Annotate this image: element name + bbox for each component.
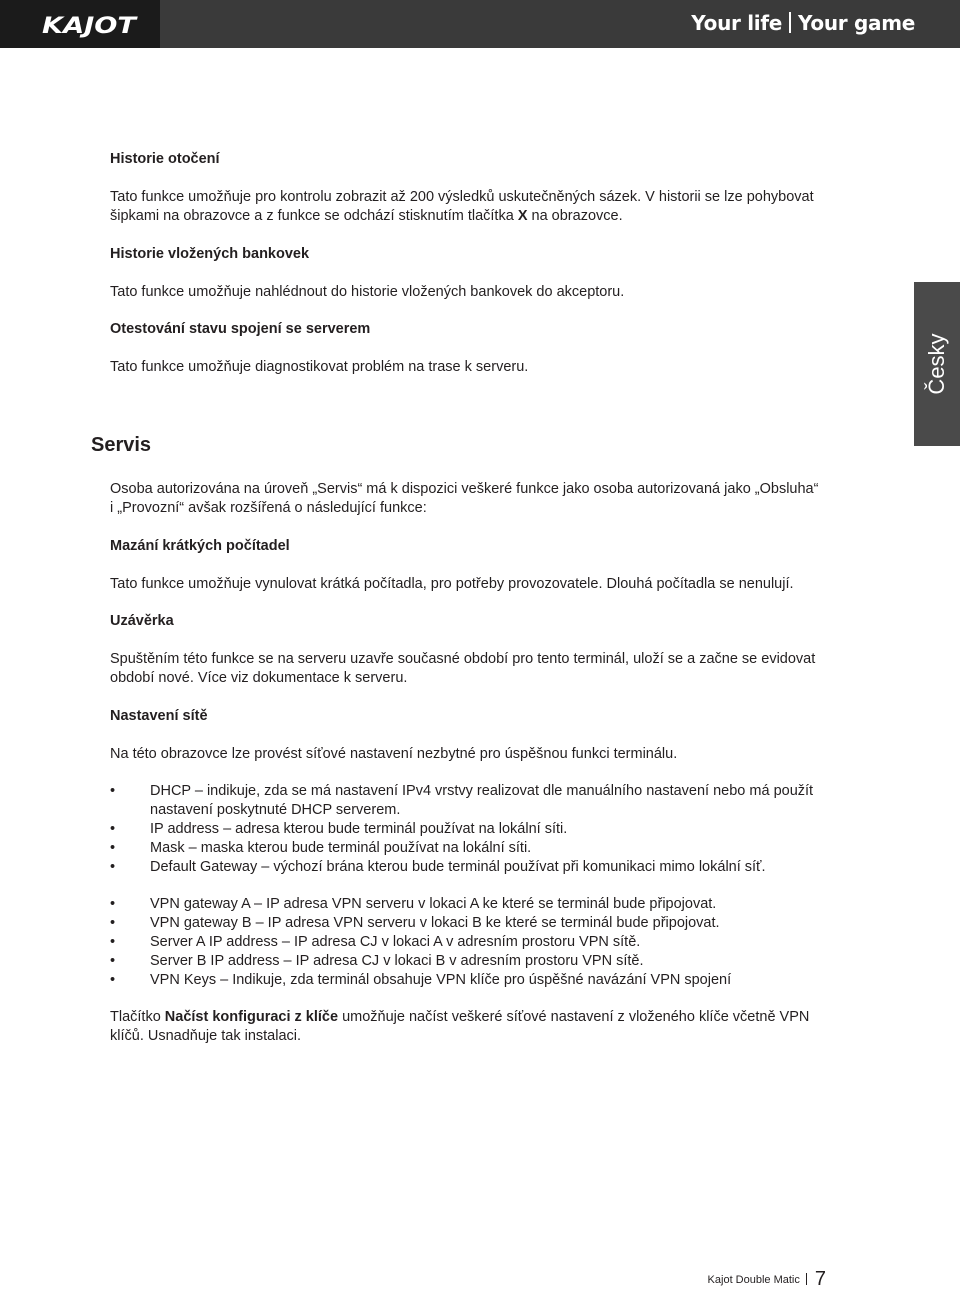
list-item-vpn-gateway-a: • VPN gateway A – IP adresa VPN serveru v lokaci A ke které se terminál bude připojovat.	[110, 895, 731, 914]
logo-wordmark: KAJOT	[42, 14, 139, 38]
load-config-button-name: Načíst konfiguraci z klíče	[164, 1009, 339, 1025]
network-settings-list	[110, 782, 813, 877]
list-item-server-b-ip: • Server B IP address – IP adresa CJ v lokaci B v adresním prostoru VPN sítě.	[110, 952, 731, 971]
list-item-default-gateway: • Default Gateway – výchozí brána kterou bude terminál používat při komunikaci mimo lokální síť.	[110, 858, 813, 877]
slogan-separator	[789, 12, 791, 33]
history-text-2c: na obrazovce.	[527, 208, 623, 224]
list-item-dhcp	[110, 782, 813, 820]
closing-text-line-1: Spuštěním této funkce se na serveru uzavře současné období pro tento terminál, uloží se a začne se evidovat	[110, 651, 816, 667]
banknotes-text: Tato funkce umožňuje nahlédnout do historie vložených bankovek do akceptoru.	[110, 284, 625, 300]
heading-banknotes: Historie vložených bankovek	[110, 246, 310, 262]
load-config-text-a: Tlačítko	[110, 1009, 165, 1025]
list-item-vpn-keys: • VPN Keys – Indikuje, zda terminál obsahuje VPN klíče pro úspěšné navázání VPN spojení	[110, 971, 731, 990]
page-header	[0, 0, 960, 48]
footer-separator	[806, 1273, 807, 1285]
kajot-logo-mark	[40, 12, 140, 38]
slogan-right: Your game	[798, 11, 915, 35]
network-text: Na této obrazovce lze provést síťové nastavení nezbytné pro úspěšnou funkci terminálu.	[110, 746, 678, 762]
heading-history: Historie otočení	[110, 151, 220, 167]
page-number: 7	[814, 1268, 826, 1290]
list-item-dhcp-line-1: DHCP – indikuje, zda se má nastavení IPv4 vrstvy realizovat dle manuálního nastavení nebo má použít	[150, 783, 814, 799]
load-config-text-line-1	[110, 1008, 809, 1027]
closing-text-line-2: období nové. Více viz dokumentace k serveru.	[110, 670, 408, 686]
slogan	[691, 11, 915, 35]
heading-closing: Uzávěrka	[110, 613, 174, 629]
servis-intro-line-2: i „Provozní“ avšak rozšířená o následující funkce:	[110, 500, 427, 516]
footer-product-name: Kajot Double Matic	[707, 1274, 800, 1286]
counters-text: Tato funkce umožňuje vynulovat krátká počítadla, pro potřeby provozovatele. Dlouhá počítadla se nenulují.	[110, 576, 794, 592]
history-text-line-1: Tato funkce umožňuje pro kontrolu zobrazit až 200 výsledků uskutečněných sázek. V historii se lze pohybovat	[110, 189, 814, 205]
list-item-dhcp-line-2: nastavení poskytnuté DHCP serverem.	[150, 802, 401, 818]
heading-counters: Mazání krátkých počítadel	[110, 538, 290, 554]
kajot-logo	[0, 0, 160, 48]
history-text-line-2	[110, 207, 623, 226]
language-tab-label: Česky	[924, 333, 949, 395]
heading-network: Nastavení sítě	[110, 708, 208, 724]
history-key-x: X	[517, 208, 528, 224]
language-tab	[914, 282, 960, 446]
list-item-server-a-ip: • Server A IP address – IP adresa CJ v lokaci A v adresním prostoru VPN sítě.	[110, 933, 731, 952]
history-text-2a: šipkami na obrazovce a z funkce se odchází stisknutím tlačítka	[110, 208, 518, 224]
slogan-left: Your life	[691, 11, 783, 35]
list-item-vpn-gateway-b: • VPN gateway B – IP adresa VPN serveru v lokaci B ke které se terminál bude připojovat.	[110, 914, 731, 933]
list-item-mask: • Mask – maska kterou bude terminál používat na lokální síti.	[110, 839, 813, 858]
load-config-text-c: umožňuje načíst veškeré síťové nastavení z vloženého klíče včetně VPN	[338, 1009, 810, 1025]
section-title-servis: Servis	[91, 434, 152, 456]
load-config-text-line-2: klíčů. Usnadňuje tak instalaci.	[110, 1028, 302, 1044]
server-test-text: Tato funkce umožňuje diagnostikovat problém na trase k serveru.	[110, 359, 529, 375]
list-item-ip-address: • IP address – adresa kterou bude terminál používat na lokální síti.	[110, 820, 813, 839]
vpn-settings-list	[110, 895, 731, 990]
servis-intro-line-1: Osoba autorizována na úroveň „Servis“ má k dispozici veškeré funkce jako osoba autorizovaná jako „Obsluha“	[110, 481, 819, 497]
heading-server-test: Otestování stavu spojení se serverem	[110, 321, 371, 337]
